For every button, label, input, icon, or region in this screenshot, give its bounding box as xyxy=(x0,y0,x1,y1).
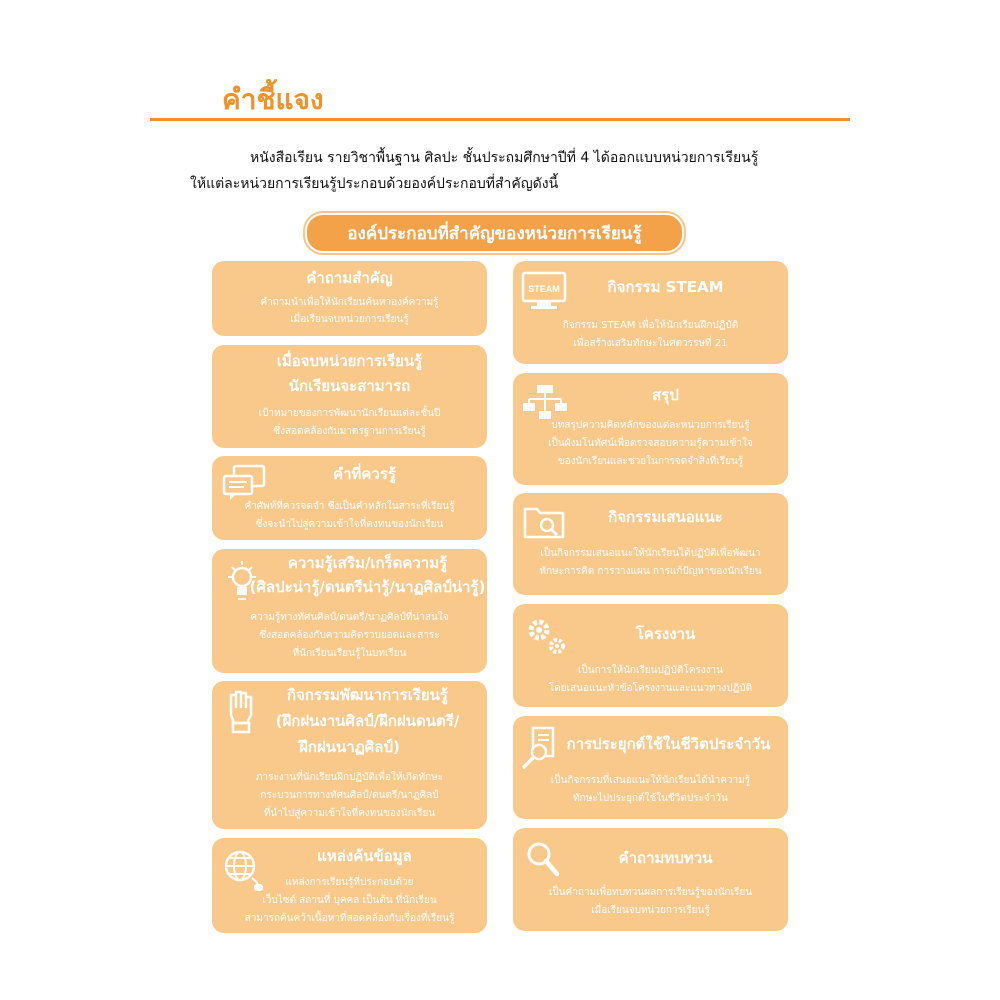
card-suggested-activity xyxy=(513,493,788,595)
card-desc-line: เป้าหมายของการพัฒนานักเรียนแต่ละชั้นปี xyxy=(258,408,441,419)
card-desc-line: บทสรุปความคิดหลักของแต่ละหน่วยการเรียนรู้ xyxy=(551,420,750,431)
intro-line-1: หนังสือเรียน รายวิชาพื้นฐาน ศิลปะ ชั้นประถมศึกษาปีที่ 4 ได้ออกแบบหน่วยการเรียนรู้ xyxy=(250,150,759,166)
card-title: แหล่งค้นข้อมูล xyxy=(317,847,412,865)
card-title: นักเรียนจะสามารถ xyxy=(288,377,411,395)
card-desc-line: คำศัพท์ที่ควรจดจำ ซึ่งเป็นคำหลักในสาระที่เรียนรู้ xyxy=(244,501,455,512)
card-title: คำที่ควรรู้ xyxy=(333,465,396,483)
card-title: คำถามสำคัญ xyxy=(306,269,393,287)
card-desc-line: เป็นผังมโนทัศน์เพื่อตรวจสอบความรู้ความเข้าใจ xyxy=(548,438,753,449)
card-desc-line: ซึ่งสอดคล้องกับความคิดรวบยอดและสาระ xyxy=(259,630,440,641)
card-desc-line: ที่นำไปสู่ความเข้าใจที่คงทนของนักเรียน xyxy=(263,808,436,819)
card-desc-line: เป็นคำถามเพื่อทบทวนผลการเรียนรู้ของนักเรียน xyxy=(548,887,753,898)
card-learning-outcomes xyxy=(212,345,487,448)
card-vocabulary xyxy=(212,456,487,540)
card-title: กิจกรรม STEAM xyxy=(607,278,724,296)
card-title: เมื่อจบหน่วยการเรียนรู้ xyxy=(276,352,423,370)
card-title: โครงงาน xyxy=(635,625,696,643)
card-key-question xyxy=(212,261,487,336)
page-heading: คำชี้แจง xyxy=(222,83,324,116)
card-desc-line: เมื่อเรียนจบหน่วยการเรียนรู้ xyxy=(591,905,710,916)
card-title: สรุป xyxy=(652,386,679,404)
card-title: คำถามทบทวน xyxy=(618,849,713,867)
card-desc-line: คำถามนำเพื่อให้นักเรียนค้นหาองค์ความรู้ xyxy=(260,297,439,308)
card-desc-line: เป็นกิจกรรมที่เสนอแนะให้นักเรียนได้นำความรู้ xyxy=(550,775,751,786)
card-desc-line: ทักษะไปประยุกต์ใช้ในชีวิตประจำวัน xyxy=(573,793,728,804)
steam-label: STEAM xyxy=(528,284,560,294)
heading-divider xyxy=(150,118,850,121)
card-title: การประยุกต์ใช้ในชีวิตประจำวัน xyxy=(566,735,771,753)
card-desc-line: ความรู้ทางทัศนศิลป์/ดนตรี/นาฏศิลป์ที่น่าสนใจ xyxy=(250,612,449,623)
card-desc-line: ที่นักเรียนเรียนรู้ในบทเรียน xyxy=(292,648,407,659)
card-desc-line: โดยเสนอแนะหัวข้อโครงงานและแนวทางปฏิบัติ xyxy=(548,683,753,694)
card-desc-line: ทักษะการคิด การวางแผน การแก้ปัญหาของนักเรียน xyxy=(539,566,762,577)
card-desc-line: เป็นกิจกรรมเสนอแนะให้นักเรียนได้ปฏิบัติเพื่อพัฒนา xyxy=(540,548,761,559)
card-title: ฝึกฝนนาฏศิลป์) xyxy=(299,738,400,756)
card-desc-line: เป็นการให้นักเรียนปฏิบัติโครงงาน xyxy=(577,665,724,676)
card-title: (ศิลปะน่ารู้/ดนตรีน่ารู้/นาฏศิลป์น่ารู้) xyxy=(249,578,486,596)
card-title: กิจกรรมพัฒนาการเรียนรู้ xyxy=(287,686,448,704)
card-desc-line: เว็บไซต์ สถานที่ บุคคล เป็นต้น ที่นักเรียน xyxy=(262,895,437,906)
card-desc-line: ของนักเรียนและช่วยในการจดจำสิ่งที่เรียนรู้ xyxy=(557,456,744,467)
card-project xyxy=(513,604,788,707)
card-title: (ฝึกฝนงานศิลป์/ฝึกฝนดนตรี/ xyxy=(275,712,460,730)
card-desc-line: กิจกรรม STEAM เพื่อให้นักเรียนฝึกปฏิบัติ xyxy=(562,320,739,331)
intro-line-2: ให้แต่ละหน่วยการเรียนรู้ประกอบด้วยองค์ประกอบที่สำคัญดังนี้ xyxy=(190,176,559,192)
card-desc-line: เมื่อเรียนจบหน่วยการเรียนรู้ xyxy=(290,314,409,325)
card-desc-line: ซึ่งสอดคล้องกับมาตรฐานการเรียนรู้ xyxy=(273,426,426,437)
card-desc-line: แหล่งการเรียนรู้ที่ประกอบด้วย xyxy=(285,877,414,888)
card-title: ความรู้เสริม/เกร็ดความรู้ xyxy=(287,554,448,572)
card-extra-knowledge xyxy=(212,549,487,673)
card-summary xyxy=(513,373,788,485)
card-review-questions xyxy=(513,828,788,931)
card-desc-line: กระบวนการทางทัศนศิลป์/ดนตรี/นาฏศิลป์ xyxy=(260,790,439,801)
card-title: กิจกรรมเสนอแนะ xyxy=(608,508,723,526)
card-daily-application xyxy=(513,716,788,819)
intro-text xyxy=(190,145,810,197)
card-steam xyxy=(513,261,788,364)
card-learning-activity xyxy=(212,681,487,829)
components-banner: องค์ประกอบที่สำคัญของหน่วยการเรียนรู้ xyxy=(305,213,684,253)
card-resources xyxy=(212,838,487,933)
card-desc-line: เพื่อสร้างเสริมทักษะในศตวรรษที่ 21 xyxy=(573,338,728,349)
card-desc-line: ภาระงานที่นักเรียนฝึกปฏิบัติเพื่อให้เกิดทักษะ xyxy=(255,772,444,783)
card-desc-line: ซึ่งจะนำไปสู่ความเข้าใจที่คงทนของนักเรียน xyxy=(255,519,444,530)
card-desc-line: สามารถค้นคว้าเนื้อหาที่สอดคล้องกับเรื่องที่เรียนรู้ xyxy=(244,913,455,924)
